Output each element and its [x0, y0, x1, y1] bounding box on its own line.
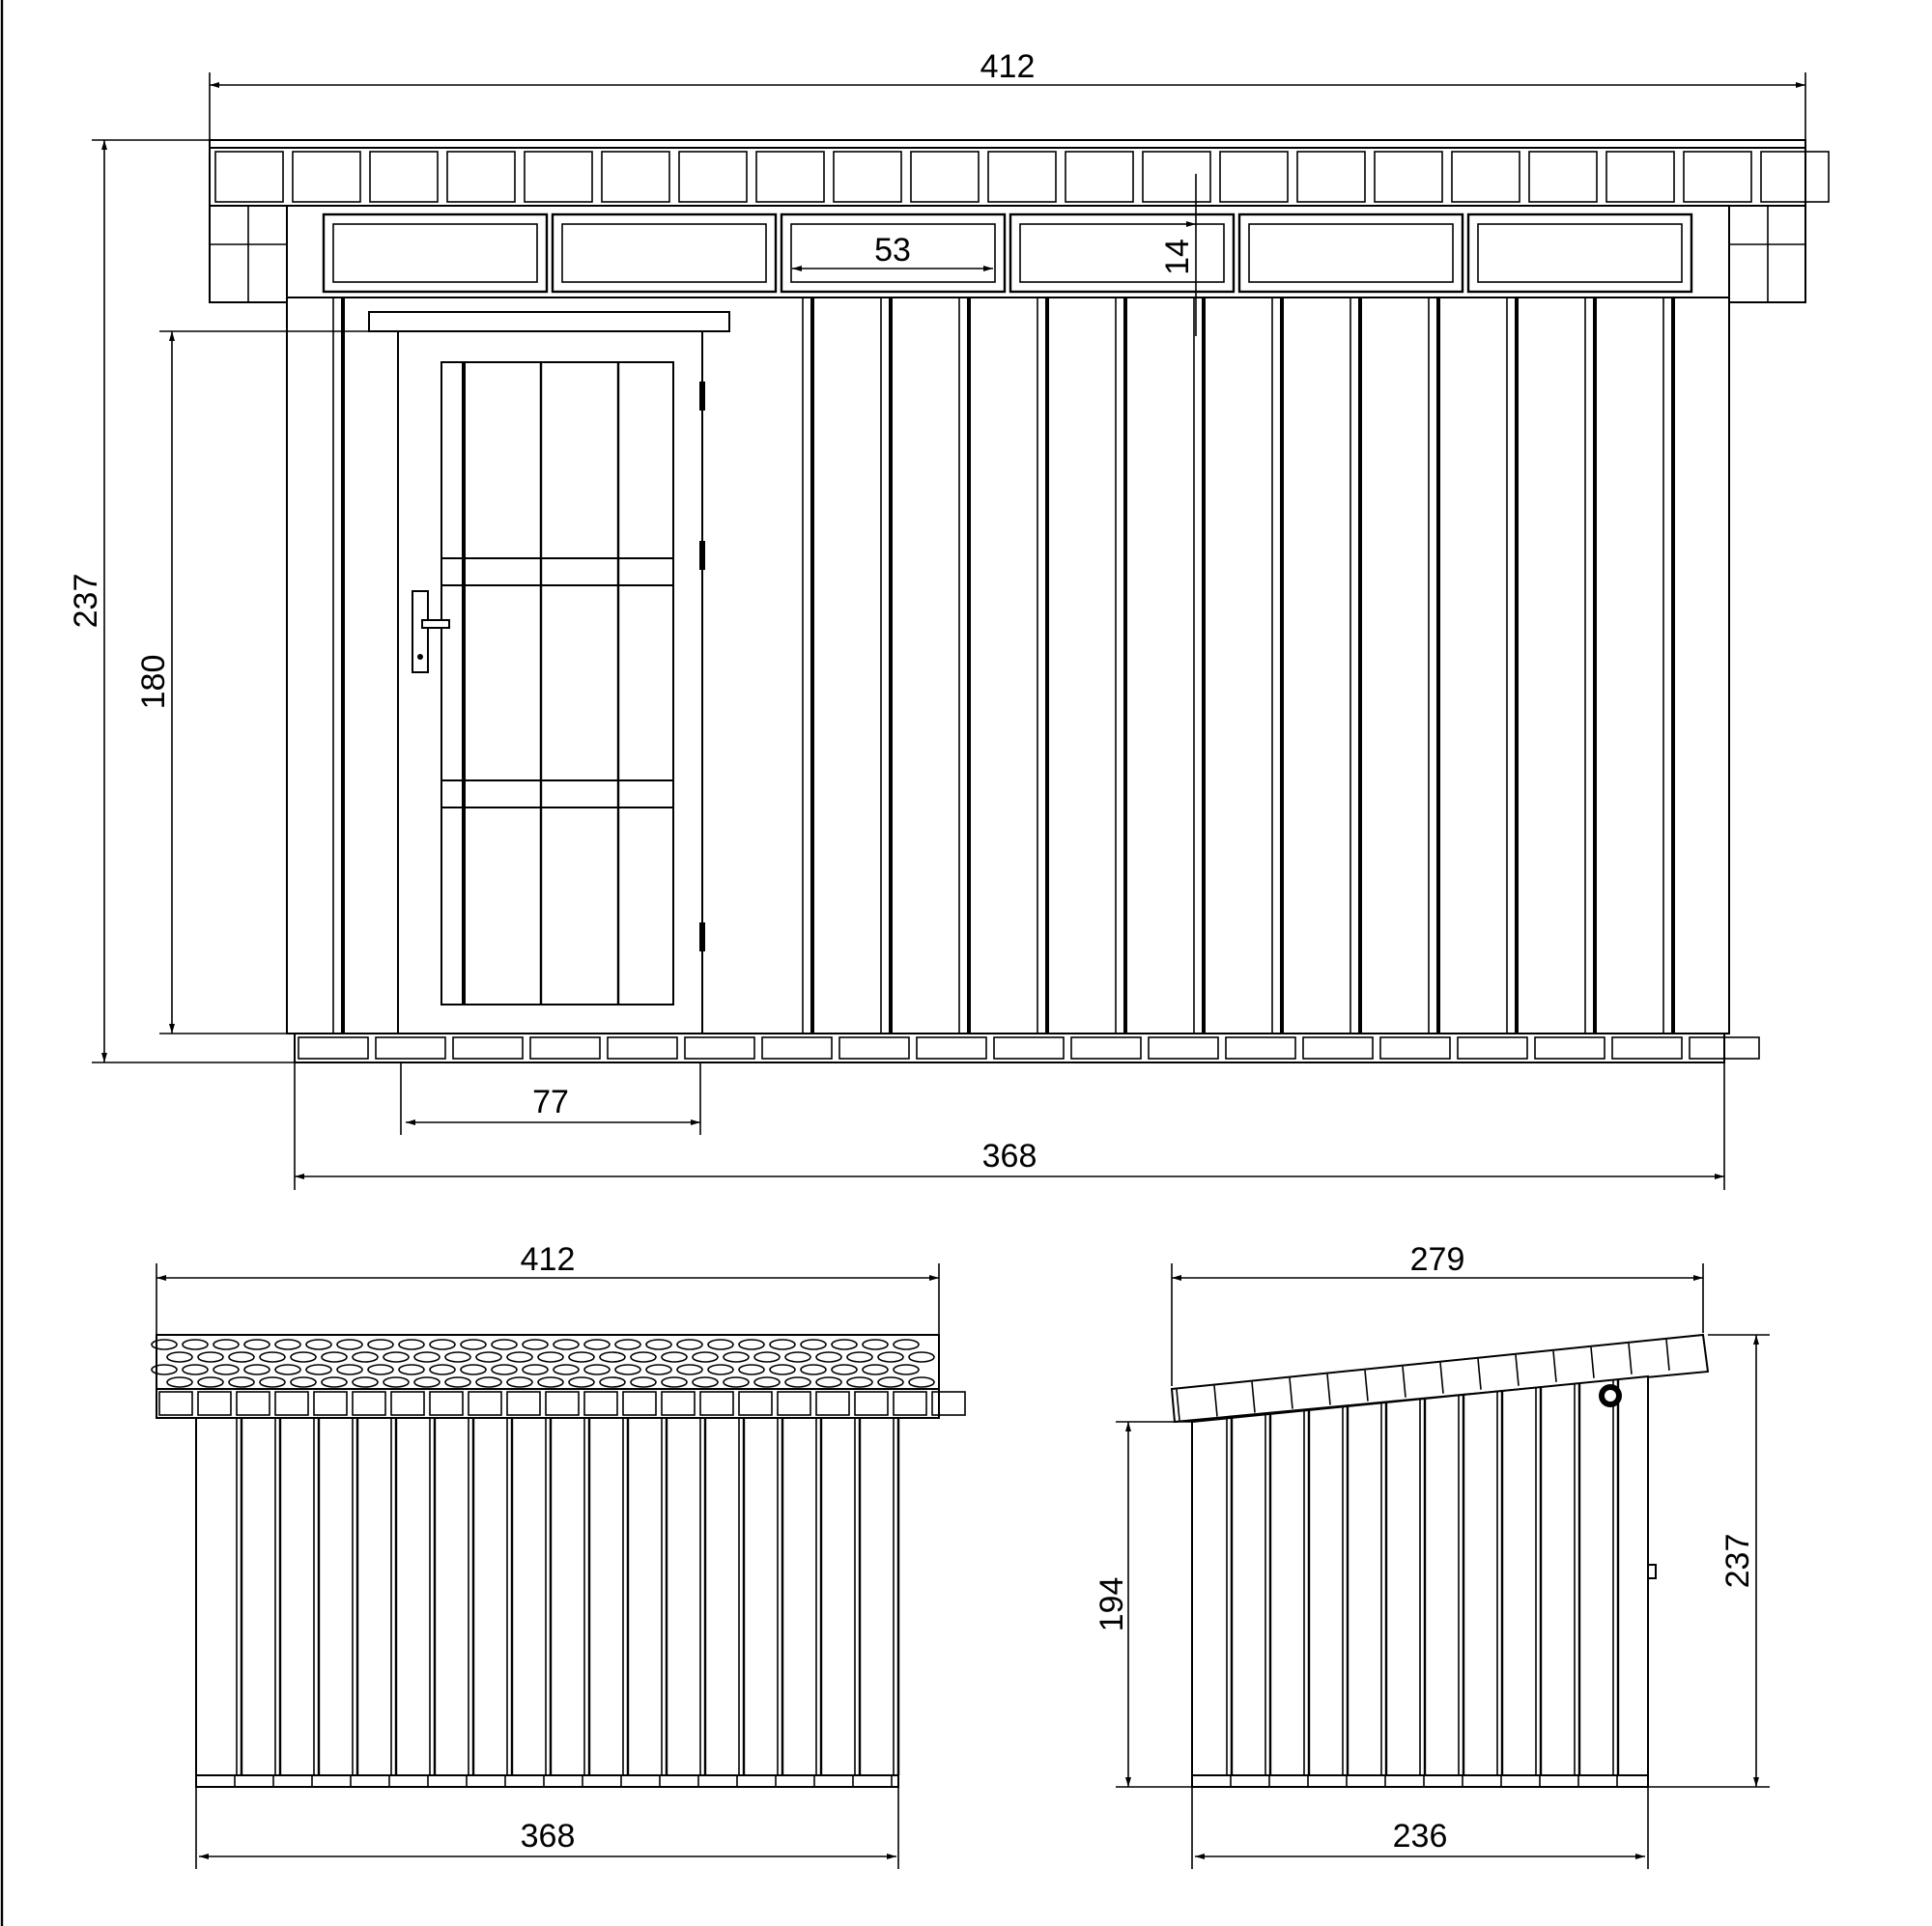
dim-front-base-width: 368 — [981, 1138, 1037, 1175]
dim-window-width: 53 — [874, 232, 911, 269]
back-joists — [196, 1775, 898, 1787]
dim-front-roof-width: 412 — [980, 48, 1036, 85]
back-roof-beams — [156, 1389, 939, 1418]
dim-side-base-depth: 236 — [1392, 1818, 1448, 1855]
door-rail-upper — [441, 558, 673, 585]
dim-door-height: 180 — [135, 654, 172, 710]
door-glass-frame — [441, 362, 673, 1005]
side-joists — [1192, 1775, 1648, 1787]
back-wall — [196, 1418, 898, 1775]
dim-back-base-width: 368 — [520, 1818, 576, 1855]
side-view — [1094, 1241, 1770, 1869]
door-handle-icon[interactable] — [422, 620, 449, 628]
dim-side-low-height: 194 — [1094, 1576, 1130, 1632]
door-lintel — [369, 312, 729, 331]
roof-fascia — [210, 140, 1805, 148]
dim-door-width: 77 — [532, 1084, 569, 1120]
side-latch-icon — [1648, 1565, 1656, 1578]
door-rail-lower — [441, 780, 673, 807]
back-view — [152, 1241, 965, 1869]
dim-front-height: 237 — [68, 573, 104, 629]
roof-beam-row — [210, 148, 1805, 206]
dim-side-high-height: 237 — [1719, 1533, 1756, 1589]
door-handle-plate — [412, 591, 428, 672]
dim-back-roof-width: 412 — [520, 1241, 576, 1278]
front-view — [68, 48, 1829, 1190]
window-strip — [287, 206, 1729, 297]
dim-side-roof-depth: 279 — [1409, 1241, 1465, 1278]
dim-window-height: 14 — [1159, 239, 1196, 275]
